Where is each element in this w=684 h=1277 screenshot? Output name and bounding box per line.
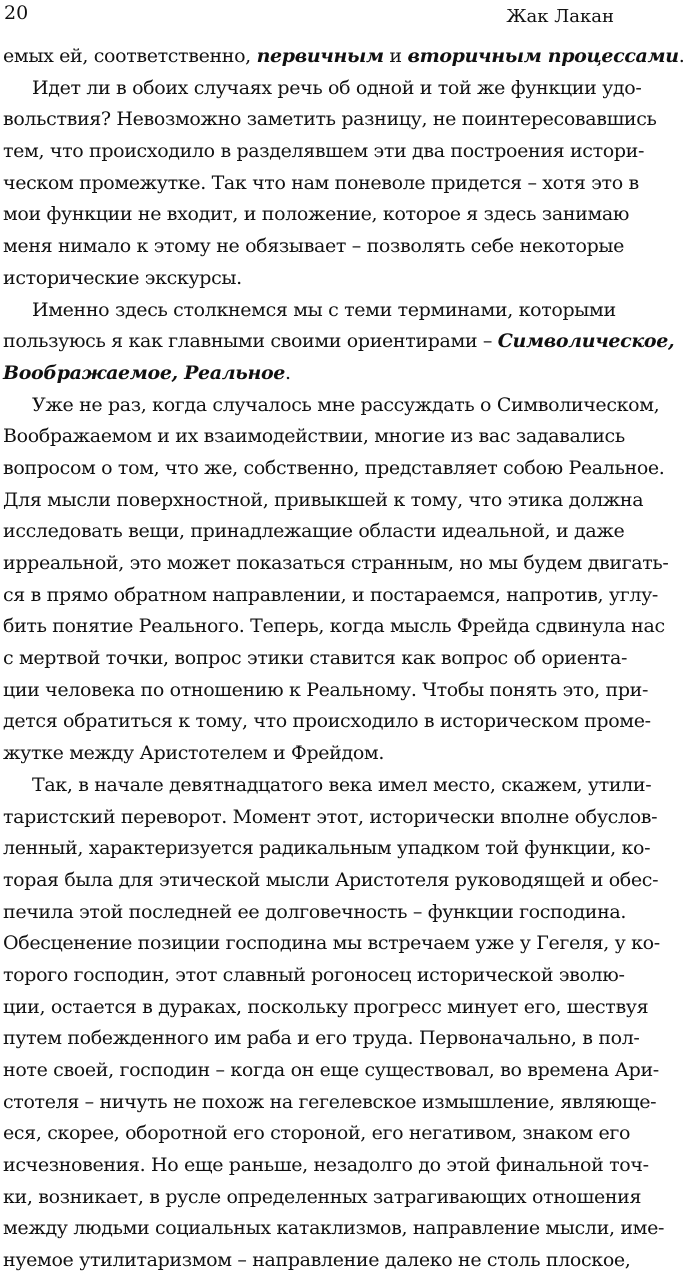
text-span: путем побежденного им раба и его труда. Первоначально, в пол- [3,1027,640,1050]
text-line [3,168,639,200]
text-span: исчезновения. Но еще раньше, незадолго до этой финальной точ- [3,1154,649,1177]
text-span: нуемое утилитаризмом – направление далеко не столь плоское, [3,1249,631,1272]
text-span: тем, что происходило в разделявшем эти два построения истори- [3,140,645,163]
text-span: исследовать вещи, принадлежащие области идеальной, и даже [3,520,625,543]
text-line [3,41,684,73]
text-line [3,73,642,105]
running-header-author: Жак Лакан [506,6,614,27]
text-span: печила этой последней ее долговечность – функции господина. [3,900,627,923]
text-span: ции человека по отношению к Реальному. Чтобы понять это, при- [3,678,649,701]
text-span: еся, скорее, оборотной его стороной, его негативом, знаком его [3,1122,631,1145]
text-span: ции, остается в дураках, поскольку прогресс минует его, шествуя [3,995,649,1018]
text-line [3,485,644,517]
text-span: ноте своей, господин – когда он еще существовал, во времена Ари- [3,1059,659,1081]
text-span: ся в прямо обратном направлении, и постараемся, напротив, углу- [3,583,658,606]
text-span: емых ей, соответственно, [3,45,257,67]
text-span: Так, в начале девятнадцатого века имел место, скажем, утили- [32,773,652,796]
text-line [3,1023,640,1055]
text-span: Обесценение позиции господина мы встречаем уже у Гегеля, у ко- [3,932,660,955]
text-line [3,453,665,485]
page-number: 20 [4,2,29,24]
text-span: . [285,361,291,384]
text-line [3,960,625,992]
text-line [3,421,625,453]
text-line [3,928,660,960]
text-span: ирреальной, это может показаться странным, но мы будем двигать- [3,552,669,574]
text-span: мои функции не входит, и положение, которое я здесь занимаю [3,203,630,226]
text-line [3,1087,657,1119]
text-line [3,580,658,612]
text-span: вопросом о том, что же, собственно, представляет собою Реальное. [3,456,665,479]
text-span: бить понятие Реального. Теперь, когда мысль Фрейда сдвинула нас [3,615,665,638]
emphasized-text: вторичным процессами [407,45,679,67]
text-span: Воображаемом и их взаимодействии, многие из вас задавались [3,425,625,448]
text-line [3,770,652,802]
text-span: Идет ли в обоих случаях речь об одной и той же функции удо- [32,76,642,99]
text-line [3,643,628,675]
text-line [3,104,657,136]
page-header [4,2,614,30]
text-line [3,390,660,422]
text-line [3,1245,631,1277]
text-span: исторические экскурсы. [3,266,242,289]
text-line [3,802,658,834]
text-span: между людьми социальных катаклизмов, направление мысли, име- [3,1217,665,1240]
text-line [3,199,630,231]
text-span: стотеля – ничуть не похож на гегелевское измышление, являюще- [3,1090,657,1113]
text-span: Уже не раз, когда случалось мне рассуждать о Символическом, [32,393,660,416]
text-line [3,263,615,295]
text-span: и [383,45,408,67]
text-line [3,548,669,580]
text-line [3,231,625,263]
text-span: пользуюсь я как главными своими ориентирами – [3,330,498,353]
text-line [3,833,651,865]
text-line [3,675,649,707]
text-span: вольствия? Невозможно заметить разницу, не поинтересовавшись [3,108,657,131]
text-span: ленный, характеризуется радикальным упадком той функции, ко- [3,837,651,860]
text-line [3,706,651,738]
text-span: меня нимало к этому не обязывает – позволять себе некоторые [3,235,625,258]
text-line [3,1213,665,1245]
text-span: с мертвой точки, вопрос этики ставится как вопрос об ориента- [3,647,628,670]
text-line [3,865,659,897]
emphasized-text: Воображаемое, Реальное [3,361,286,384]
text-line [3,358,615,390]
text-line [3,1118,631,1150]
text-line [3,1150,649,1182]
text-line [3,1182,642,1214]
text-span: ческом промежутке. Так что нам поневоле придется – хотя это в [3,171,639,194]
emphasized-text: Символическое, [497,330,675,353]
body-text [3,41,684,1277]
text-line [3,516,625,548]
text-span: жутке между Аристотелем и Фрейдом. [3,742,385,765]
text-span: Именно здесь столкнемся мы с теми терминами, которыми [32,298,616,321]
text-line [3,992,649,1024]
text-span: дется обратиться к тому, что происходило в историческом проме- [3,710,651,733]
text-line [3,611,665,643]
text-line [3,326,675,358]
text-span: Для мысли поверхностной, привыкшей к тому, что этика должна [3,488,644,511]
text-line [3,295,615,327]
text-line [3,897,627,929]
text-line [3,1055,659,1087]
text-span: . [678,45,684,67]
emphasized-text: первичным [256,45,384,67]
text-span: торая была для этической мысли Аристотеля руководящей и обес- [3,868,659,891]
text-line [3,136,645,168]
text-span: ки, возникает, в русле определенных затрагивающих отношения [3,1185,642,1208]
text-line [3,738,615,770]
text-span: торого господин, этот славный рогоносец исторической эволю- [3,963,625,986]
text-span: таристский переворот. Момент этот, исторически вполне обуслов- [3,805,658,828]
